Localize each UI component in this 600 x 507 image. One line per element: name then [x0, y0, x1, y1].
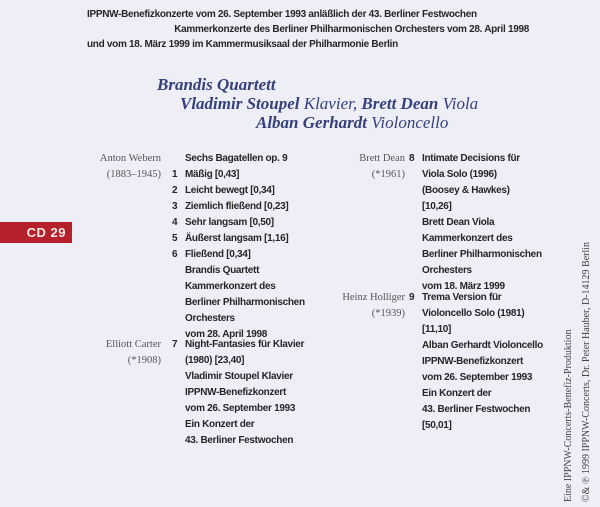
work-info-line: Trema Version für: [422, 292, 502, 303]
header-line-1: IPPNW-Benefizkonzerte vom 26. September 1993 anläßlich der 43. Berliner Festwochen: [87, 9, 477, 20]
work-title: Sechs Bagatellen op. 9: [185, 153, 288, 164]
work-info-line: Berliner Philharmonischen: [422, 249, 542, 260]
work-info-line: Viola Solo (1996): [422, 169, 497, 180]
composer-name: Heinz Holliger: [342, 292, 405, 303]
composer-dates: (*1939): [371, 308, 405, 319]
track-row: [172, 167, 305, 183]
work-info-line: [10,26]: [422, 201, 452, 212]
track-number: 6: [172, 249, 178, 260]
work-info-line: Kammerkonzert des: [422, 233, 513, 244]
composer-dates: (*1908): [127, 355, 161, 366]
work-info-line: Brett Dean Viola: [422, 217, 495, 228]
performer-ensemble: Brandis Quartett: [157, 75, 276, 94]
work-info-line: Intimate Decisions für: [422, 153, 520, 164]
work-info-line: Orchesters: [422, 265, 472, 276]
composer-webern: [100, 151, 161, 183]
work-info-line: IPPNW-Benefizkonzert: [185, 387, 287, 398]
performer-role: Violoncello: [371, 113, 449, 132]
track-number: 5: [172, 233, 178, 244]
track-title: Fließend [0,34]: [185, 249, 251, 260]
track-row: [172, 199, 305, 215]
track-number: 8: [409, 153, 415, 164]
performance-info-line: vom 28. April 1998: [185, 329, 268, 340]
work-info-line: vom 26. September 1993: [185, 403, 296, 414]
performer-name: Alban Gerhardt: [256, 113, 367, 132]
work-webern: [172, 151, 305, 343]
performer-role: Klavier,: [303, 94, 358, 113]
header-line-2: Kammerkonzerte des Berliner Philharmonischen Orchesters vom 28. April 1998: [174, 24, 529, 35]
composer-carter: [106, 337, 161, 369]
work-holliger: [409, 290, 543, 418]
track-row: [172, 183, 305, 199]
work-info-line: Ein Konzert der: [422, 388, 492, 399]
credits-line-2: ©& ℗ 1999 IPPNW-Concerts, Dr. Peter Hauber, D-14129 Berlin: [581, 241, 592, 502]
work-carter: [172, 337, 304, 449]
composer-name: Brett Dean: [359, 153, 405, 164]
composer-dates: (1883–1945): [106, 169, 161, 180]
work-info-line: IPPNW-Benefizkonzert: [422, 356, 524, 367]
track-title: Leicht bewegt [0,34]: [185, 185, 275, 196]
track-row: [172, 231, 305, 247]
track-number: 7: [172, 339, 178, 350]
track-number: 4: [172, 217, 178, 228]
track-title: Sehr langsam [0,50]: [185, 217, 274, 228]
work-dean: [409, 151, 542, 295]
composer-dates: (*1961): [371, 169, 405, 180]
work-info-line: (Boosey & Hawkes): [422, 185, 510, 196]
work-info-line: Vladimir Stoupel Klavier: [185, 371, 293, 382]
work-info-line: [11,10]: [422, 324, 452, 335]
performer-line-3: [256, 113, 448, 133]
performance-info-line: Berliner Philharmonischen: [185, 297, 305, 308]
composer-dean: [359, 151, 405, 183]
work-info-line: vom 18. März 1999: [422, 281, 505, 292]
track-row: [172, 247, 305, 263]
composer-holliger: [342, 290, 405, 322]
total-time: [50,01]: [422, 420, 452, 431]
work-info-line: vom 26. September 1993: [422, 372, 533, 383]
track-title: Mäßig [0,43]: [185, 169, 240, 180]
performer-name: Brett Dean: [361, 94, 439, 113]
track-number: 1: [172, 169, 178, 180]
composer-name: Anton Webern: [99, 153, 161, 164]
composer-name: Elliott Carter: [105, 339, 161, 350]
work-info-line: 43. Berliner Festwochen: [422, 404, 531, 415]
credits-line-1: Eine IPPNW-Concerts-Benefiz-Produktion: [563, 329, 574, 502]
work-info-line: Alban Gerhardt Violoncello: [422, 340, 543, 351]
work-info-line: Night-Fantasies für Klavier: [185, 339, 305, 350]
track-title: Äußerst langsam [1,16]: [185, 233, 289, 244]
work-info-line: (1980) [23,40]: [185, 355, 245, 366]
performance-info-line: Orchesters: [185, 313, 235, 324]
performance-info-line: Kammerkonzert des: [185, 281, 276, 292]
track-row: [172, 215, 305, 231]
cd-number-badge: CD 29: [0, 222, 72, 243]
track-number: 2: [172, 185, 178, 196]
track-number: 3: [172, 201, 178, 212]
track-number: 9: [409, 292, 415, 303]
work-info-line: Ein Konzert der: [185, 419, 255, 430]
performer-line-2: [180, 94, 478, 114]
track-title: Ziemlich fließend [0,23]: [185, 201, 289, 212]
work-info-line: Violoncello Solo (1981): [422, 308, 525, 319]
header-line-3: und vom 18. März 1999 im Kammermusiksaal der Philharmonie Berlin: [87, 39, 398, 50]
work-info-line: 43. Berliner Festwochen: [185, 435, 294, 446]
performance-info-line: Brandis Quartett: [185, 265, 260, 276]
performer-role: Viola: [442, 94, 479, 113]
performer-name: Vladimir Stoupel: [180, 94, 300, 113]
